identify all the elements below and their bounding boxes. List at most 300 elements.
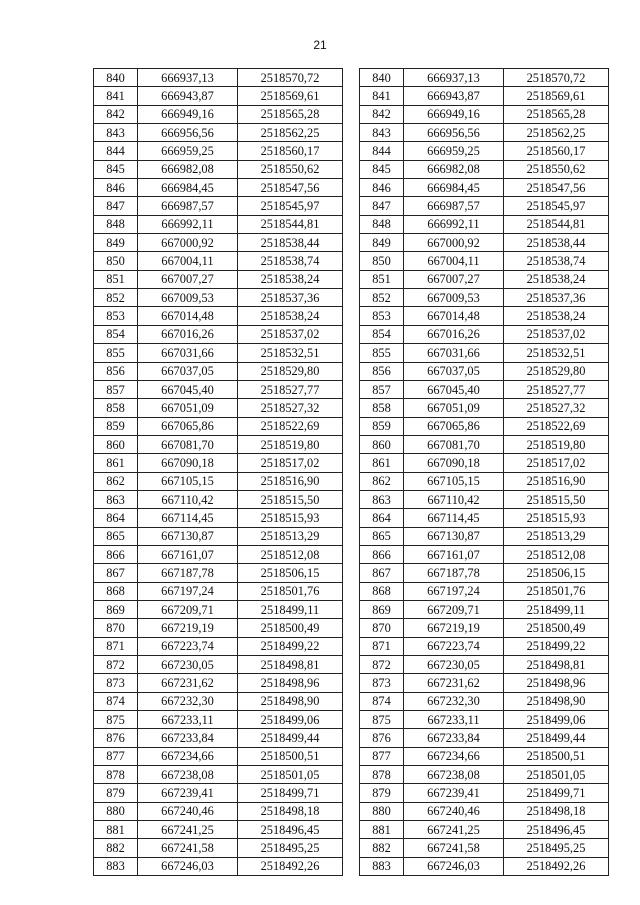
table-row	[360, 509, 609, 527]
y-coordinate-cell: 2518516,90	[504, 472, 609, 490]
table-row	[360, 472, 609, 490]
table-row	[94, 674, 343, 692]
table-row	[94, 821, 343, 839]
y-coordinate-cell: 2518569,61	[504, 87, 609, 105]
table-row	[360, 179, 609, 197]
x-coordinate-cell: 667037,05	[404, 362, 504, 380]
point-number-cell: 846	[360, 179, 404, 197]
x-coordinate-cell: 667197,24	[138, 582, 238, 600]
point-number-cell: 869	[94, 600, 138, 618]
point-number-cell: 844	[94, 142, 138, 160]
table-row	[360, 619, 609, 637]
y-coordinate-cell: 2518537,02	[238, 325, 343, 343]
x-coordinate-cell: 667031,66	[404, 344, 504, 362]
x-coordinate-cell: 666984,45	[138, 179, 238, 197]
table-row	[94, 307, 343, 325]
y-coordinate-cell: 2518498,81	[238, 656, 343, 674]
table-row	[360, 234, 609, 252]
table-row	[94, 766, 343, 784]
table-row	[360, 142, 609, 160]
table-row	[360, 839, 609, 857]
point-number-cell: 849	[360, 234, 404, 252]
x-coordinate-cell: 667110,42	[138, 490, 238, 508]
y-coordinate-cell: 2518545,97	[504, 197, 609, 215]
point-number-cell: 853	[94, 307, 138, 325]
point-number-cell: 870	[94, 619, 138, 637]
table-row	[360, 692, 609, 710]
table-row	[360, 197, 609, 215]
table-row	[360, 766, 609, 784]
y-coordinate-cell: 2518529,80	[504, 362, 609, 380]
point-number-cell: 871	[360, 637, 404, 655]
y-coordinate-cell: 2518499,11	[504, 600, 609, 618]
table-row	[360, 527, 609, 545]
table-row	[94, 417, 343, 435]
point-number-cell: 841	[360, 87, 404, 105]
y-coordinate-cell: 2518506,15	[238, 564, 343, 582]
x-coordinate-cell: 667081,70	[138, 435, 238, 453]
y-coordinate-cell: 2518527,32	[238, 399, 343, 417]
table-row	[94, 124, 343, 142]
point-number-cell: 882	[360, 839, 404, 857]
point-number-cell: 883	[94, 857, 138, 875]
y-coordinate-cell: 2518515,50	[504, 490, 609, 508]
table-row	[94, 472, 343, 490]
point-number-cell: 845	[360, 160, 404, 178]
y-coordinate-cell: 2518515,93	[504, 509, 609, 527]
y-coordinate-cell: 2518499,22	[238, 637, 343, 655]
table-row	[360, 656, 609, 674]
x-coordinate-cell: 666987,57	[138, 197, 238, 215]
y-coordinate-cell: 2518538,24	[238, 307, 343, 325]
table-row	[94, 582, 343, 600]
point-number-cell: 879	[94, 784, 138, 802]
x-coordinate-cell: 667045,40	[404, 380, 504, 398]
x-coordinate-cell: 667219,19	[404, 619, 504, 637]
x-coordinate-cell: 667241,58	[404, 839, 504, 857]
table-row	[360, 711, 609, 729]
table-row	[360, 637, 609, 655]
point-number-cell: 859	[360, 417, 404, 435]
x-coordinate-cell: 667105,15	[138, 472, 238, 490]
table-row	[94, 380, 343, 398]
y-coordinate-cell: 2518500,51	[504, 747, 609, 765]
y-coordinate-cell: 2518496,45	[238, 821, 343, 839]
x-coordinate-cell: 667065,86	[404, 417, 504, 435]
y-coordinate-cell: 2518544,81	[238, 215, 343, 233]
x-coordinate-cell: 667240,46	[404, 802, 504, 820]
point-number-cell: 867	[360, 564, 404, 582]
point-number-cell: 843	[94, 124, 138, 142]
y-coordinate-cell: 2518515,50	[238, 490, 343, 508]
x-coordinate-cell: 666937,13	[138, 69, 238, 87]
point-number-cell: 874	[94, 692, 138, 710]
x-coordinate-cell: 667016,26	[138, 325, 238, 343]
y-coordinate-cell: 2518517,02	[238, 454, 343, 472]
point-number-cell: 859	[94, 417, 138, 435]
x-coordinate-cell: 667009,53	[138, 289, 238, 307]
y-coordinate-cell: 2518538,74	[504, 252, 609, 270]
table-row	[94, 160, 343, 178]
table-row	[94, 747, 343, 765]
y-coordinate-cell: 2518512,08	[504, 545, 609, 563]
table-row	[360, 87, 609, 105]
point-number-cell: 876	[360, 729, 404, 747]
y-coordinate-cell: 2518499,71	[238, 784, 343, 802]
point-number-cell: 842	[94, 105, 138, 123]
table-row	[94, 197, 343, 215]
table-row	[94, 619, 343, 637]
x-coordinate-cell: 666984,45	[404, 179, 504, 197]
y-coordinate-cell: 2518545,97	[238, 197, 343, 215]
page-number: 21	[313, 38, 327, 52]
y-coordinate-cell: 2518529,80	[238, 362, 343, 380]
point-number-cell: 864	[94, 509, 138, 527]
table-row	[360, 344, 609, 362]
x-coordinate-cell: 666949,16	[404, 105, 504, 123]
point-number-cell: 852	[360, 289, 404, 307]
y-coordinate-cell: 2518565,28	[238, 105, 343, 123]
y-coordinate-cell: 2518522,69	[504, 417, 609, 435]
point-number-cell: 845	[94, 160, 138, 178]
y-coordinate-cell: 2518492,26	[238, 857, 343, 875]
x-coordinate-cell: 667233,84	[404, 729, 504, 747]
y-coordinate-cell: 2518516,90	[238, 472, 343, 490]
table-row	[94, 784, 343, 802]
x-coordinate-cell: 667238,08	[404, 766, 504, 784]
point-number-cell: 870	[360, 619, 404, 637]
table-row	[94, 399, 343, 417]
table-row	[94, 454, 343, 472]
table-row	[94, 711, 343, 729]
table-row	[94, 802, 343, 820]
point-number-cell: 874	[360, 692, 404, 710]
point-number-cell: 877	[94, 747, 138, 765]
y-coordinate-cell: 2518501,05	[504, 766, 609, 784]
y-coordinate-cell: 2518500,49	[504, 619, 609, 637]
y-coordinate-cell: 2518517,02	[504, 454, 609, 472]
table-row	[360, 490, 609, 508]
y-coordinate-cell: 2518501,76	[504, 582, 609, 600]
y-coordinate-cell: 2518499,44	[238, 729, 343, 747]
point-number-cell: 861	[360, 454, 404, 472]
y-coordinate-cell: 2518570,72	[238, 69, 343, 87]
y-coordinate-cell: 2518498,81	[504, 656, 609, 674]
point-number-cell: 882	[94, 839, 138, 857]
y-coordinate-cell: 2518538,44	[504, 234, 609, 252]
coordinates-table-left	[93, 68, 343, 876]
table-row	[94, 490, 343, 508]
table-row	[94, 435, 343, 453]
y-coordinate-cell: 2518498,18	[504, 802, 609, 820]
table-row	[360, 124, 609, 142]
x-coordinate-cell: 666943,87	[404, 87, 504, 105]
x-coordinate-cell: 667004,11	[138, 252, 238, 270]
y-coordinate-cell: 2518569,61	[238, 87, 343, 105]
table-row	[360, 399, 609, 417]
y-coordinate-cell: 2518538,24	[504, 307, 609, 325]
x-coordinate-cell: 667234,66	[138, 747, 238, 765]
table-row	[360, 747, 609, 765]
x-coordinate-cell: 667114,45	[138, 509, 238, 527]
table-row	[360, 729, 609, 747]
y-coordinate-cell: 2518498,90	[504, 692, 609, 710]
y-coordinate-cell: 2518538,24	[238, 270, 343, 288]
point-number-cell: 876	[94, 729, 138, 747]
y-coordinate-cell: 2518499,44	[504, 729, 609, 747]
point-number-cell: 881	[360, 821, 404, 839]
y-coordinate-cell: 2518499,11	[238, 600, 343, 618]
table-row	[94, 105, 343, 123]
point-number-cell: 847	[360, 197, 404, 215]
point-number-cell: 856	[360, 362, 404, 380]
point-number-cell: 875	[360, 711, 404, 729]
table-row	[94, 527, 343, 545]
x-coordinate-cell: 667209,71	[138, 600, 238, 618]
y-coordinate-cell: 2518500,51	[238, 747, 343, 765]
y-coordinate-cell: 2518499,22	[504, 637, 609, 655]
point-number-cell: 880	[94, 802, 138, 820]
y-coordinate-cell: 2518538,24	[504, 270, 609, 288]
table-row	[94, 289, 343, 307]
x-coordinate-cell: 667065,86	[138, 417, 238, 435]
table-row	[360, 270, 609, 288]
x-coordinate-cell: 666949,16	[138, 105, 238, 123]
x-coordinate-cell: 667110,42	[404, 490, 504, 508]
x-coordinate-cell: 667231,62	[138, 674, 238, 692]
point-number-cell: 840	[94, 69, 138, 87]
x-coordinate-cell: 667187,78	[138, 564, 238, 582]
point-number-cell: 849	[94, 234, 138, 252]
y-coordinate-cell: 2518519,80	[238, 435, 343, 453]
x-coordinate-cell: 667014,48	[138, 307, 238, 325]
y-coordinate-cell: 2518538,44	[238, 234, 343, 252]
table-row	[360, 435, 609, 453]
point-number-cell: 843	[360, 124, 404, 142]
y-coordinate-cell: 2518532,51	[238, 344, 343, 362]
table-row	[360, 582, 609, 600]
point-number-cell: 878	[94, 766, 138, 784]
table-row	[94, 69, 343, 87]
y-coordinate-cell: 2518499,06	[238, 711, 343, 729]
y-coordinate-cell: 2518562,25	[238, 124, 343, 142]
point-number-cell: 852	[94, 289, 138, 307]
point-number-cell: 873	[94, 674, 138, 692]
x-coordinate-cell: 666956,56	[138, 124, 238, 142]
y-coordinate-cell: 2518513,29	[504, 527, 609, 545]
x-coordinate-cell: 667232,30	[404, 692, 504, 710]
point-number-cell: 841	[94, 87, 138, 105]
x-coordinate-cell: 667233,11	[138, 711, 238, 729]
y-coordinate-cell: 2518550,62	[504, 160, 609, 178]
table-row	[360, 600, 609, 618]
point-number-cell: 878	[360, 766, 404, 784]
point-number-cell: 857	[94, 380, 138, 398]
table-row	[360, 160, 609, 178]
x-coordinate-cell: 666982,08	[138, 160, 238, 178]
y-coordinate-cell: 2518562,25	[504, 124, 609, 142]
y-coordinate-cell: 2518515,93	[238, 509, 343, 527]
point-number-cell: 858	[94, 399, 138, 417]
x-coordinate-cell: 667000,92	[404, 234, 504, 252]
x-coordinate-cell: 667105,15	[404, 472, 504, 490]
x-coordinate-cell: 667016,26	[404, 325, 504, 343]
point-number-cell: 866	[94, 545, 138, 563]
x-coordinate-cell: 667241,58	[138, 839, 238, 857]
x-coordinate-cell: 667234,66	[404, 747, 504, 765]
x-coordinate-cell: 667223,74	[138, 637, 238, 655]
point-number-cell: 867	[94, 564, 138, 582]
point-number-cell: 871	[94, 637, 138, 655]
x-coordinate-cell: 667241,25	[138, 821, 238, 839]
point-number-cell: 868	[94, 582, 138, 600]
y-coordinate-cell: 2518501,76	[238, 582, 343, 600]
point-number-cell: 846	[94, 179, 138, 197]
point-number-cell: 866	[360, 545, 404, 563]
x-coordinate-cell: 667230,05	[138, 656, 238, 674]
point-number-cell: 854	[360, 325, 404, 343]
table-row	[360, 821, 609, 839]
point-number-cell: 868	[360, 582, 404, 600]
table-row	[360, 105, 609, 123]
table-row	[94, 545, 343, 563]
y-coordinate-cell: 2518499,71	[504, 784, 609, 802]
y-coordinate-cell: 2518547,56	[238, 179, 343, 197]
x-coordinate-cell: 667000,92	[138, 234, 238, 252]
point-number-cell: 861	[94, 454, 138, 472]
point-number-cell: 857	[360, 380, 404, 398]
x-coordinate-cell: 667209,71	[404, 600, 504, 618]
y-coordinate-cell: 2518532,51	[504, 344, 609, 362]
table-row	[94, 87, 343, 105]
point-number-cell: 865	[360, 527, 404, 545]
point-number-cell: 869	[360, 600, 404, 618]
x-coordinate-cell: 667051,09	[404, 399, 504, 417]
point-number-cell: 864	[360, 509, 404, 527]
table-row	[94, 839, 343, 857]
point-number-cell: 873	[360, 674, 404, 692]
point-number-cell: 850	[94, 252, 138, 270]
point-number-cell: 858	[360, 399, 404, 417]
table-row	[360, 69, 609, 87]
x-coordinate-cell: 666959,25	[138, 142, 238, 160]
point-number-cell: 855	[360, 344, 404, 362]
y-coordinate-cell: 2518501,05	[238, 766, 343, 784]
x-coordinate-cell: 667114,45	[404, 509, 504, 527]
y-coordinate-cell: 2518499,06	[504, 711, 609, 729]
y-coordinate-cell: 2518560,17	[504, 142, 609, 160]
x-coordinate-cell: 667246,03	[138, 857, 238, 875]
x-coordinate-cell: 667161,07	[404, 545, 504, 563]
y-coordinate-cell: 2518500,49	[238, 619, 343, 637]
x-coordinate-cell: 666982,08	[404, 160, 504, 178]
x-coordinate-cell: 666943,87	[138, 87, 238, 105]
y-coordinate-cell: 2518498,90	[238, 692, 343, 710]
y-coordinate-cell: 2518570,72	[504, 69, 609, 87]
y-coordinate-cell: 2518560,17	[238, 142, 343, 160]
y-coordinate-cell: 2518565,28	[504, 105, 609, 123]
table-row	[94, 325, 343, 343]
x-coordinate-cell: 667187,78	[404, 564, 504, 582]
point-number-cell: 860	[360, 435, 404, 453]
point-number-cell: 863	[94, 490, 138, 508]
point-number-cell: 848	[94, 215, 138, 233]
point-number-cell: 850	[360, 252, 404, 270]
y-coordinate-cell: 2518537,02	[504, 325, 609, 343]
y-coordinate-cell: 2518544,81	[504, 215, 609, 233]
table-row	[360, 784, 609, 802]
x-coordinate-cell: 666992,11	[404, 215, 504, 233]
x-coordinate-cell: 667161,07	[138, 545, 238, 563]
table-row	[360, 564, 609, 582]
table-row	[94, 729, 343, 747]
table-row	[94, 600, 343, 618]
table-row	[94, 656, 343, 674]
table-row	[360, 252, 609, 270]
y-coordinate-cell: 2518498,18	[238, 802, 343, 820]
point-number-cell: 863	[360, 490, 404, 508]
point-number-cell: 880	[360, 802, 404, 820]
point-number-cell: 875	[94, 711, 138, 729]
table-row	[360, 417, 609, 435]
x-coordinate-cell: 666956,56	[404, 124, 504, 142]
x-coordinate-cell: 667219,19	[138, 619, 238, 637]
x-coordinate-cell: 666959,25	[404, 142, 504, 160]
x-coordinate-cell: 667051,09	[138, 399, 238, 417]
point-number-cell: 855	[94, 344, 138, 362]
x-coordinate-cell: 666992,11	[138, 215, 238, 233]
table-row	[360, 454, 609, 472]
point-number-cell: 844	[360, 142, 404, 160]
table-row	[360, 362, 609, 380]
point-number-cell: 865	[94, 527, 138, 545]
y-coordinate-cell: 2518492,26	[504, 857, 609, 875]
table-row	[360, 325, 609, 343]
x-coordinate-cell: 667081,70	[404, 435, 504, 453]
x-coordinate-cell: 667233,11	[404, 711, 504, 729]
point-number-cell: 856	[94, 362, 138, 380]
point-number-cell: 853	[360, 307, 404, 325]
table-row	[94, 252, 343, 270]
x-coordinate-cell: 667232,30	[138, 692, 238, 710]
x-coordinate-cell: 667130,87	[138, 527, 238, 545]
point-number-cell: 860	[94, 435, 138, 453]
point-number-cell: 840	[360, 69, 404, 87]
table-row	[94, 234, 343, 252]
x-coordinate-cell: 667037,05	[138, 362, 238, 380]
x-coordinate-cell: 667007,27	[404, 270, 504, 288]
x-coordinate-cell: 667090,18	[404, 454, 504, 472]
table-row	[360, 380, 609, 398]
x-coordinate-cell: 667230,05	[404, 656, 504, 674]
y-coordinate-cell: 2518527,32	[504, 399, 609, 417]
point-number-cell: 881	[94, 821, 138, 839]
y-coordinate-cell: 2518496,45	[504, 821, 609, 839]
x-coordinate-cell: 667090,18	[138, 454, 238, 472]
x-coordinate-cell: 667233,84	[138, 729, 238, 747]
table-row	[360, 674, 609, 692]
x-coordinate-cell: 667241,25	[404, 821, 504, 839]
x-coordinate-cell: 667231,62	[404, 674, 504, 692]
x-coordinate-cell: 667014,48	[404, 307, 504, 325]
table-row	[94, 857, 343, 875]
table-row	[94, 509, 343, 527]
table-row	[360, 857, 609, 875]
point-number-cell: 879	[360, 784, 404, 802]
x-coordinate-cell: 666987,57	[404, 197, 504, 215]
x-coordinate-cell: 667239,41	[138, 784, 238, 802]
y-coordinate-cell: 2518498,96	[238, 674, 343, 692]
